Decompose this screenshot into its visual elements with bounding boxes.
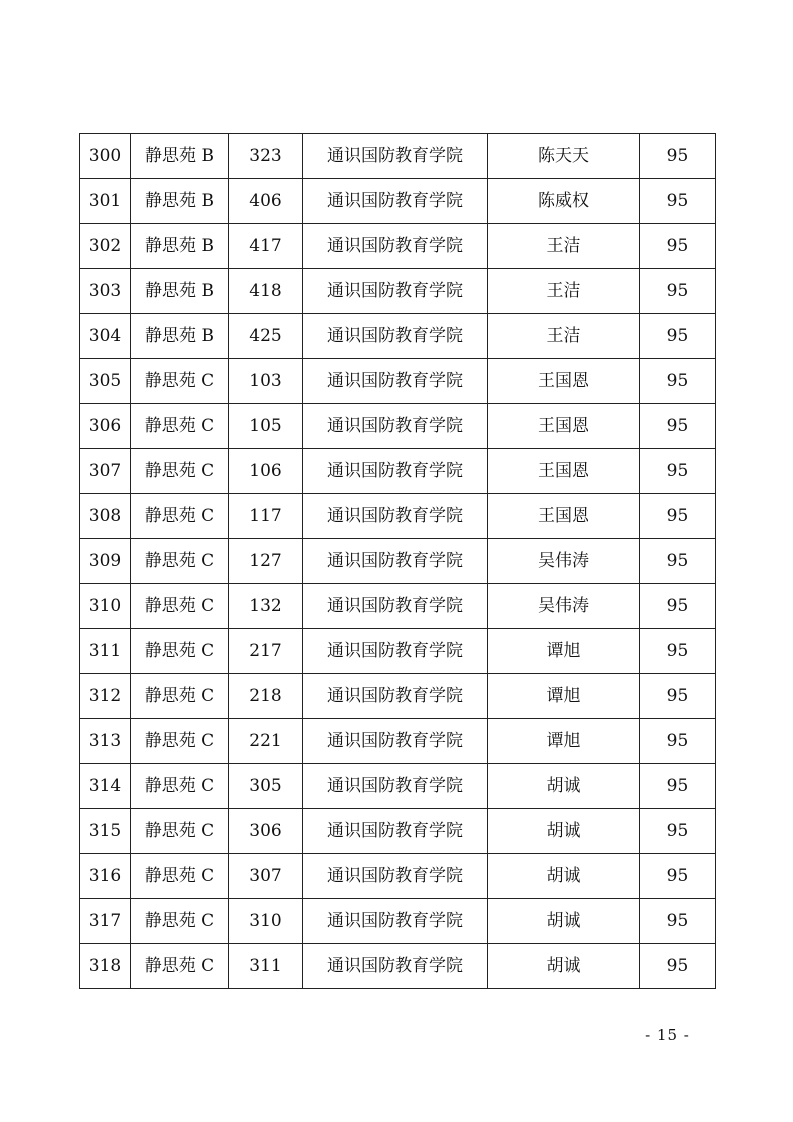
room-number-cell: 306: [229, 809, 303, 854]
row-index-cell: 301: [80, 179, 131, 224]
page-number-label: - 15 -: [645, 1026, 690, 1044]
room-number-cell: 103: [229, 359, 303, 404]
college-cell: 通识国防教育学院: [303, 854, 488, 899]
table-row: [80, 674, 716, 719]
row-index-cell: 305: [80, 359, 131, 404]
staff-name-cell: 王国恩: [488, 449, 640, 494]
room-number-cell: 217: [229, 629, 303, 674]
staff-name-cell: 王洁: [488, 224, 640, 269]
table-row: [80, 359, 716, 404]
table-row: [80, 404, 716, 449]
building-cell: 静思苑 C: [131, 449, 229, 494]
score-cell: 95: [640, 719, 716, 764]
room-number-cell: 221: [229, 719, 303, 764]
table-row: [80, 854, 716, 899]
room-number-cell: 311: [229, 944, 303, 989]
staff-name-cell: 胡诚: [488, 764, 640, 809]
table-row: [80, 584, 716, 629]
room-number-cell: 323: [229, 134, 303, 179]
college-cell: 通识国防教育学院: [303, 134, 488, 179]
score-cell: 95: [640, 809, 716, 854]
score-cell: 95: [640, 404, 716, 449]
row-index-cell: 302: [80, 224, 131, 269]
room-number-cell: 417: [229, 224, 303, 269]
building-cell: 静思苑 C: [131, 719, 229, 764]
score-cell: 95: [640, 449, 716, 494]
row-index-cell: 304: [80, 314, 131, 359]
room-number-cell: 105: [229, 404, 303, 449]
building-cell: 静思苑 C: [131, 494, 229, 539]
college-cell: 通识国防教育学院: [303, 179, 488, 224]
staff-name-cell: 王洁: [488, 269, 640, 314]
table-row: [80, 809, 716, 854]
staff-name-cell: 胡诚: [488, 809, 640, 854]
college-cell: 通识国防教育学院: [303, 809, 488, 854]
table-row: [80, 269, 716, 314]
score-cell: 95: [640, 674, 716, 719]
room-number-cell: 425: [229, 314, 303, 359]
college-cell: 通识国防教育学院: [303, 944, 488, 989]
building-cell: 静思苑 C: [131, 854, 229, 899]
building-cell: 静思苑 C: [131, 584, 229, 629]
staff-name-cell: 王国恩: [488, 494, 640, 539]
building-cell: 静思苑 C: [131, 674, 229, 719]
table-body: [80, 134, 716, 989]
room-number-cell: 406: [229, 179, 303, 224]
college-cell: 通识国防教育学院: [303, 404, 488, 449]
staff-name-cell: 王洁: [488, 314, 640, 359]
staff-name-cell: 陈天天: [488, 134, 640, 179]
table-row: [80, 899, 716, 944]
building-cell: 静思苑 C: [131, 629, 229, 674]
row-index-cell: 300: [80, 134, 131, 179]
score-cell: 95: [640, 764, 716, 809]
row-index-cell: 313: [80, 719, 131, 764]
building-cell: 静思苑 B: [131, 269, 229, 314]
score-cell: 95: [640, 944, 716, 989]
room-number-cell: 305: [229, 764, 303, 809]
score-cell: 95: [640, 314, 716, 359]
table-row: [80, 179, 716, 224]
building-cell: 静思苑 C: [131, 809, 229, 854]
college-cell: 通识国防教育学院: [303, 494, 488, 539]
room-number-cell: 132: [229, 584, 303, 629]
building-cell: 静思苑 C: [131, 944, 229, 989]
building-cell: 静思苑 C: [131, 404, 229, 449]
table-row: [80, 539, 716, 584]
score-cell: 95: [640, 179, 716, 224]
college-cell: 通识国防教育学院: [303, 359, 488, 404]
table-row: [80, 314, 716, 359]
row-index-cell: 317: [80, 899, 131, 944]
staff-name-cell: 胡诚: [488, 899, 640, 944]
room-number-cell: 127: [229, 539, 303, 584]
score-cell: 95: [640, 134, 716, 179]
row-index-cell: 306: [80, 404, 131, 449]
dormitory-score-table: [79, 133, 716, 989]
college-cell: 通识国防教育学院: [303, 899, 488, 944]
staff-name-cell: 谭旭: [488, 674, 640, 719]
college-cell: 通识国防教育学院: [303, 629, 488, 674]
score-cell: 95: [640, 629, 716, 674]
table-row: [80, 764, 716, 809]
room-number-cell: 117: [229, 494, 303, 539]
college-cell: 通识国防教育学院: [303, 539, 488, 584]
table-row: [80, 719, 716, 764]
college-cell: 通识国防教育学院: [303, 764, 488, 809]
row-index-cell: 310: [80, 584, 131, 629]
staff-name-cell: 王国恩: [488, 359, 640, 404]
table-row: [80, 494, 716, 539]
college-cell: 通识国防教育学院: [303, 449, 488, 494]
table-row: [80, 134, 716, 179]
room-number-cell: 106: [229, 449, 303, 494]
college-cell: 通识国防教育学院: [303, 584, 488, 629]
table-row: [80, 224, 716, 269]
room-number-cell: 418: [229, 269, 303, 314]
row-index-cell: 315: [80, 809, 131, 854]
row-index-cell: 316: [80, 854, 131, 899]
staff-name-cell: 胡诚: [488, 944, 640, 989]
score-cell: 95: [640, 539, 716, 584]
staff-name-cell: 吴伟涛: [488, 539, 640, 584]
score-cell: 95: [640, 224, 716, 269]
staff-name-cell: 王国恩: [488, 404, 640, 449]
table-row: [80, 944, 716, 989]
college-cell: 通识国防教育学院: [303, 674, 488, 719]
staff-name-cell: 陈威权: [488, 179, 640, 224]
staff-name-cell: 吴伟涛: [488, 584, 640, 629]
room-number-cell: 218: [229, 674, 303, 719]
building-cell: 静思苑 C: [131, 899, 229, 944]
college-cell: 通识国防教育学院: [303, 719, 488, 764]
row-index-cell: 311: [80, 629, 131, 674]
table-row: [80, 449, 716, 494]
building-cell: 静思苑 C: [131, 359, 229, 404]
staff-name-cell: 谭旭: [488, 719, 640, 764]
page-number: [0, 1026, 793, 1044]
row-index-cell: 308: [80, 494, 131, 539]
row-index-cell: 309: [80, 539, 131, 584]
building-cell: 静思苑 C: [131, 539, 229, 584]
college-cell: 通识国防教育学院: [303, 269, 488, 314]
college-cell: 通识国防教育学院: [303, 314, 488, 359]
building-cell: 静思苑 B: [131, 314, 229, 359]
row-index-cell: 314: [80, 764, 131, 809]
score-cell: 95: [640, 899, 716, 944]
staff-name-cell: 胡诚: [488, 854, 640, 899]
college-cell: 通识国防教育学院: [303, 224, 488, 269]
row-index-cell: 307: [80, 449, 131, 494]
score-cell: 95: [640, 854, 716, 899]
score-cell: 95: [640, 584, 716, 629]
score-cell: 95: [640, 269, 716, 314]
score-cell: 95: [640, 359, 716, 404]
table-row: [80, 629, 716, 674]
row-index-cell: 318: [80, 944, 131, 989]
room-number-cell: 310: [229, 899, 303, 944]
building-cell: 静思苑 C: [131, 764, 229, 809]
score-cell: 95: [640, 494, 716, 539]
staff-name-cell: 谭旭: [488, 629, 640, 674]
building-cell: 静思苑 B: [131, 179, 229, 224]
row-index-cell: 303: [80, 269, 131, 314]
building-cell: 静思苑 B: [131, 134, 229, 179]
building-cell: 静思苑 B: [131, 224, 229, 269]
row-index-cell: 312: [80, 674, 131, 719]
room-number-cell: 307: [229, 854, 303, 899]
